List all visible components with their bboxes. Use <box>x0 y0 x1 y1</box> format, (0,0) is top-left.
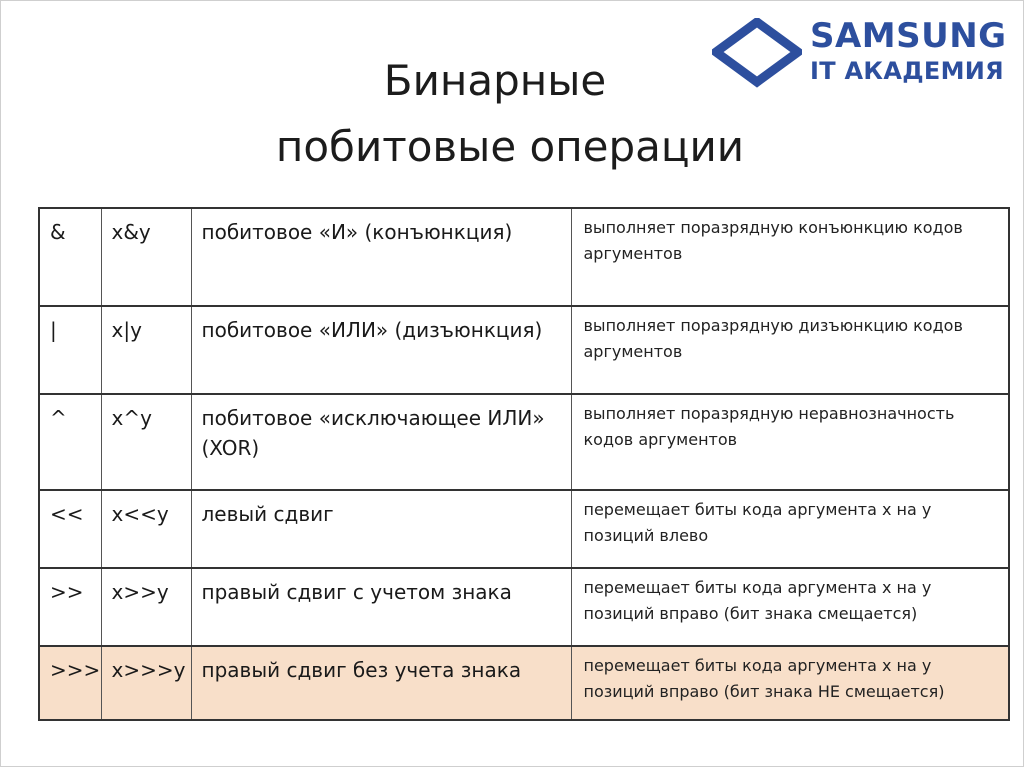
slide-title-line-1: Бинарные <box>383 56 607 105</box>
slide-title <box>250 48 770 180</box>
table-row <box>39 568 1009 646</box>
table-row-highlighted <box>39 646 1009 720</box>
operator-symbol-cell: & <box>39 208 101 306</box>
description-cell: выполняет поразрядную неравнозначность кодов аргументов <box>571 394 1009 490</box>
table-row <box>39 208 1009 306</box>
samsung-it-academy-logo <box>712 12 1012 92</box>
description-cell: перемещает биты кода аргумента x на y позиций вправо (бит знака НЕ смещается) <box>571 646 1009 720</box>
diamond-logo-icon <box>712 18 802 88</box>
expression-cell: x|y <box>101 306 191 394</box>
description-cell: перемещает биты кода аргумента x на y позиций влево <box>571 490 1009 568</box>
bitwise-operations-table <box>38 207 1010 721</box>
table-row <box>39 394 1009 490</box>
operation-name-cell: побитовое «И» (конъюнкция) <box>191 208 571 306</box>
expression-cell: x>>>y <box>101 646 191 720</box>
operation-name-cell: правый сдвиг без учета знака <box>191 646 571 720</box>
expression-cell: x>>y <box>101 568 191 646</box>
description-cell: выполняет поразрядную конъюнкцию кодов аргументов <box>571 208 1009 306</box>
description-cell: выполняет поразрядную дизъюнкцию кодов аргументов <box>571 306 1009 394</box>
operation-name-cell: правый сдвиг с учетом знака <box>191 568 571 646</box>
operator-symbol-cell: | <box>39 306 101 394</box>
operator-symbol-cell: ^ <box>39 394 101 490</box>
expression-cell: x<<y <box>101 490 191 568</box>
operation-name-cell: побитовое «ИЛИ» (дизъюнкция) <box>191 306 571 394</box>
logo-subtitle-text: IT АКАДЕМИЯ <box>810 57 1004 85</box>
operator-symbol-cell: >>> <box>39 646 101 720</box>
operation-name-cell: левый сдвиг <box>191 490 571 568</box>
logo-brand-text: SAMSUNG <box>810 16 1007 56</box>
table-row <box>39 306 1009 394</box>
expression-cell: x^y <box>101 394 191 490</box>
operator-symbol-cell: >> <box>39 568 101 646</box>
table-row <box>39 490 1009 568</box>
slide-title-line-2: побитовые операции <box>275 122 745 171</box>
description-cell: перемещает биты кода аргумента x на y позиций вправо (бит знака смещается) <box>571 568 1009 646</box>
operator-symbol-cell: << <box>39 490 101 568</box>
expression-cell: x&y <box>101 208 191 306</box>
operation-name-cell: побитовое «исключающее ИЛИ» (XOR) <box>191 394 571 490</box>
